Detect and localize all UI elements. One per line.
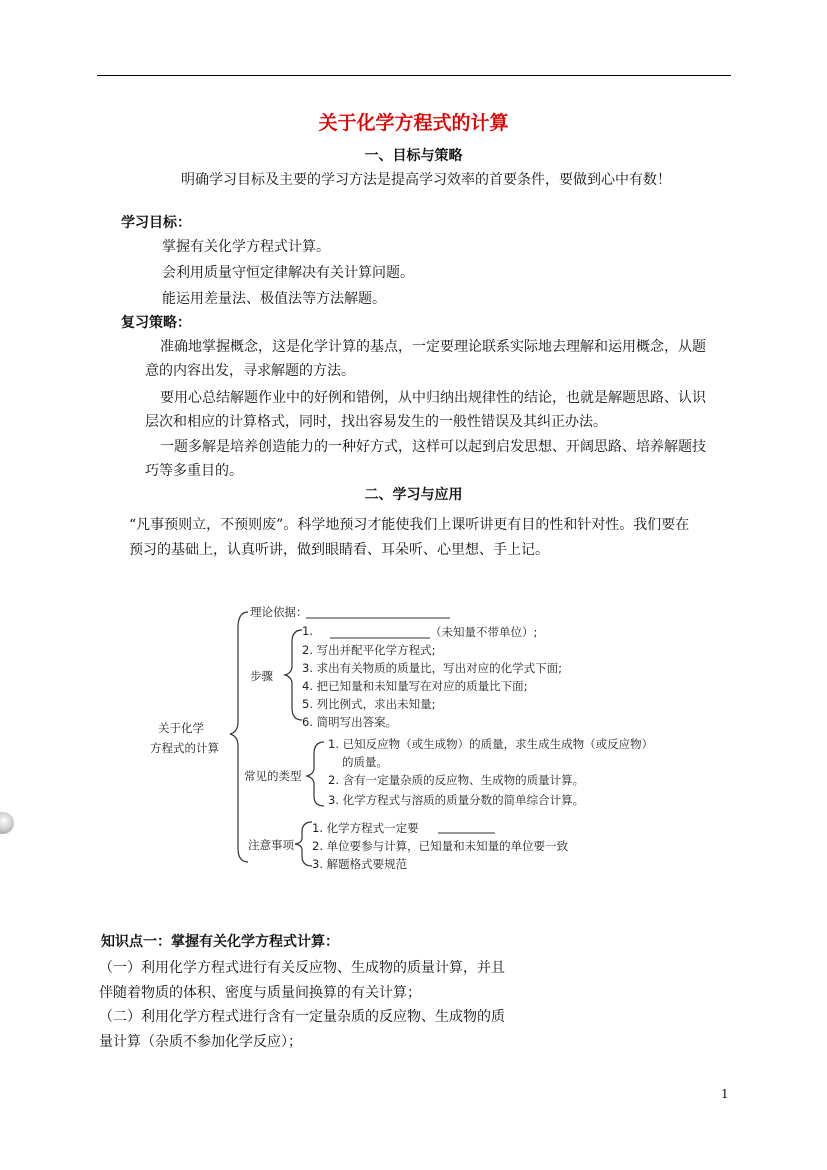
step-item: 5. 列比例式，求出未知量; bbox=[302, 697, 436, 711]
diagram-root: 方程式的计算 bbox=[150, 741, 219, 755]
strategy-line: 一题多解是培养创造能力的一种好方式，这样可以起到启发思想、开阔思路、培养解题技 bbox=[160, 439, 706, 455]
section2-line: 预习的基础上，认真听讲，做到眼睛看、耳朵听、心里想、手上记。 bbox=[129, 542, 549, 558]
knowledge-line: 伴随着物质的体积、密度与质量间换算的有关计算； bbox=[99, 985, 421, 1001]
step-item: 1. bbox=[302, 624, 313, 638]
step-item: 2. 写出并配平化学方程式; bbox=[302, 643, 436, 657]
strategy-label: 复习策略： bbox=[121, 315, 191, 331]
section1-intro: 明确学习目标及主要的学习方法是提高学习效率的首要条件，要做到心中有数！ bbox=[181, 172, 671, 188]
note-item: 3. 解题格式要规范 bbox=[312, 857, 408, 871]
section2-heading: 二、学习与应用 bbox=[364, 487, 463, 503]
scroll-ball-icon bbox=[0, 812, 14, 834]
page-number: 1 bbox=[721, 1087, 729, 1101]
type-item: 的质量。 bbox=[342, 755, 388, 769]
goal-item: 能运用差量法、极值法等方法解题。 bbox=[162, 291, 386, 307]
knowledge-line: 量计算（杂质不参加化学反应）； bbox=[99, 1034, 302, 1050]
goals-label: 学习目标： bbox=[121, 215, 191, 231]
knowledge-line: （一）利用化学方程式进行有关反应物、生成物的质量计算，并且 bbox=[99, 960, 505, 976]
note-item: 1. 化学方程式一定要 bbox=[312, 821, 419, 835]
knowledge-heading: 知识点一：掌握有关化学方程式计算： bbox=[101, 934, 339, 950]
type-item: 3. 化学方程式与溶质的质量分数的简单综合计算。 bbox=[328, 793, 585, 807]
strategy-line: 准确地掌握概念，这是化学计算的基点，一定要理论联系实际地去理解和运用概念，从题 bbox=[160, 339, 706, 355]
section2-line: “凡事预则立，不预则废”。科学地预习才能使我们上课听讲更有目的性和针对性。我们要在 bbox=[129, 517, 690, 533]
step-item: 4. 把已知量和未知量写在对应的质量比下面; bbox=[302, 679, 528, 693]
section1-heading: 一、目标与策略 bbox=[364, 148, 463, 164]
strategy-line: 巧等多重目的。 bbox=[145, 463, 243, 479]
step-item: 3. 求出有关物质的质量比，写出对应的化学式下面; bbox=[302, 661, 562, 675]
goal-item: 会利用质量守恒定律解决有关计算问题。 bbox=[162, 265, 414, 281]
types-label: 常见的类型 bbox=[244, 769, 302, 783]
goal-item: 掌握有关化学方程式计算。 bbox=[162, 239, 330, 255]
strategy-line: 意的内容出发，寻求解题的方法。 bbox=[145, 363, 355, 379]
knowledge-line: （二）利用化学方程式进行含有一定量杂质的反应物、生成物的质 bbox=[99, 1009, 505, 1025]
concept-diagram bbox=[140, 598, 700, 888]
type-item: 2. 含有一定量杂质的反应物、生成物的质量计算。 bbox=[328, 773, 585, 787]
note-item: 2. 单位要参与计算，已知量和未知量的单位要一致 bbox=[312, 839, 569, 853]
diagram-root: 关于化学 bbox=[158, 721, 204, 735]
notes-label: 注意事项 bbox=[248, 838, 294, 852]
header-rule bbox=[97, 75, 731, 76]
basis-label: 理论依据： bbox=[250, 605, 308, 619]
step-item: 6. 简明写出答案。 bbox=[302, 715, 398, 729]
type-item: 1. 已知反应物（或生成物）的质量，求生成生成物（或反应物） bbox=[328, 737, 654, 751]
step-item: （未知量不带单位）; bbox=[430, 625, 538, 639]
steps-label: 步骤 bbox=[250, 669, 273, 683]
strategy-line: 要用心总结解题作业中的好例和错例，从中归纳出规律性的结论，也就是解题思路、认识 bbox=[160, 390, 706, 406]
page-title: 关于化学方程式的计算 bbox=[318, 112, 509, 134]
strategy-line: 层次和相应的计算格式，同时，找出容易发生的一般性错误及其纠正办法。 bbox=[145, 414, 607, 430]
